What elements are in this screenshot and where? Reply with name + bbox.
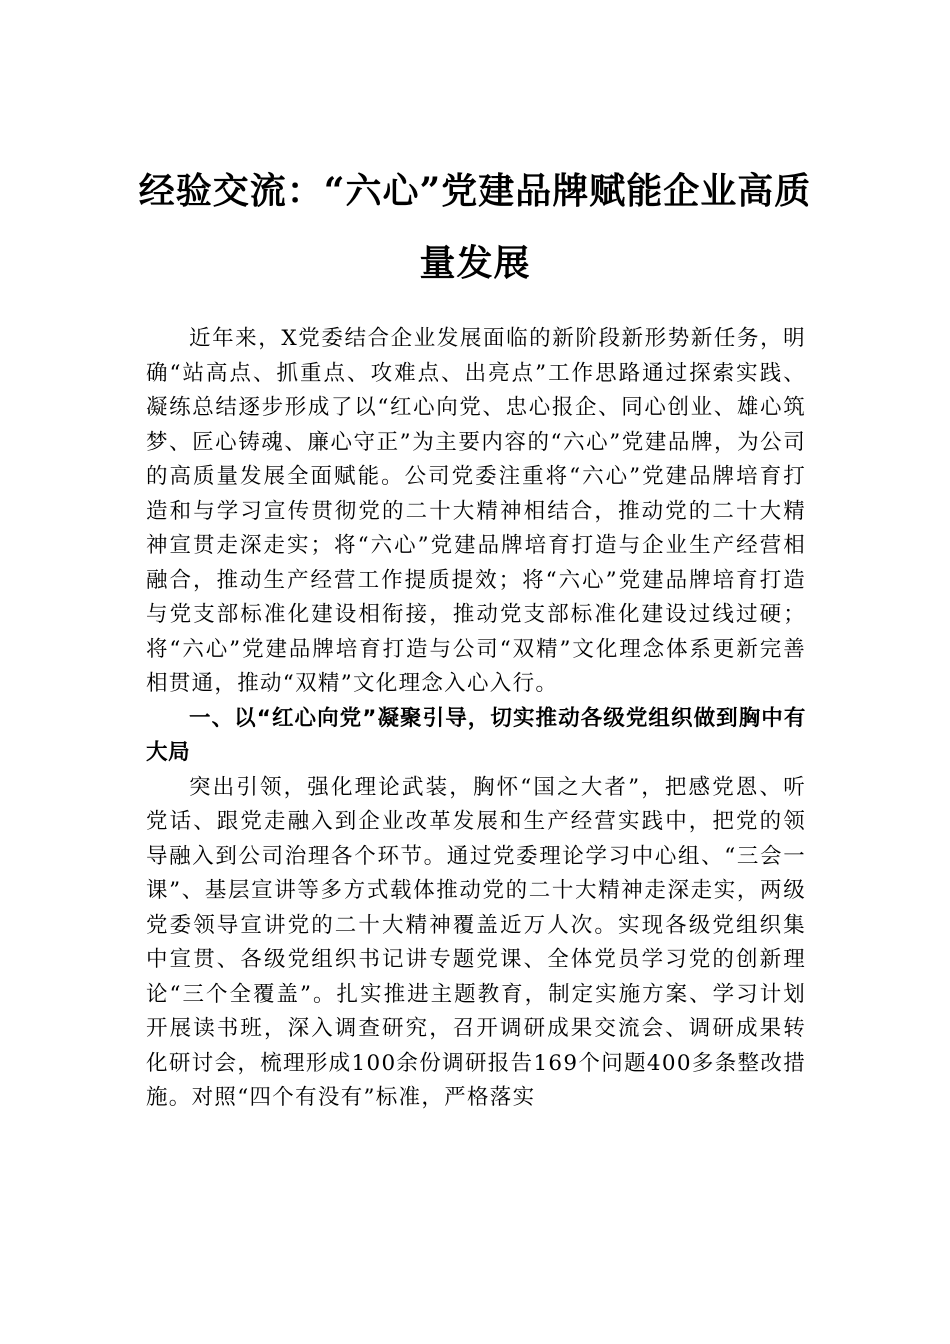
- document-title: 经验交流：“六心”党建品牌赋能企业高质量发展: [138, 170, 812, 284]
- intro-paragraph: 近年来，X党委结合企业发展面临的新阶段新形势新任务，明确“站高点、抓重点、攻难点、出亮点”工作思路通过探索实践、凝练总结逐步形成了以“红心向党、忠心报企、同心创业、雄心筑梦、匠心铸魂、廉心守正”为主要内容的“六心”党建品牌，为公司的高质量发展全面赋能。公司党委注重将“六心”党建品牌培育打造和与学习宣传贯彻党的二十大精神相结合，推动党的二十大精神宣贯走深走实；将“六心”党建品牌培育打造与企业生产经营相融合，推动生产经营工作提质提效；将“六心”党建品牌培育打造与党支部标准化建设相衔接，推动党支部标准化建设过线过硬；将“六心”党建品牌培育打造与公司“双精”文化理念体系更新完善相贯通，推动“双精”文化理念入心入行。: [146, 326, 806, 696]
- section-heading: 一、以“红心向党”凝聚引导，切实推动各级党组织做到胸中有大局: [146, 705, 806, 765]
- section-paragraph: 突出引领，强化理论武装，胸怀“国之大者”，把感党恩、听党话、跟党走融入到企业改革发展和生产经营实践中，把党的领导融入到公司治理各个环节。通过党委理论学习中心组、“三会一课”、基层宣讲等多方式载体推动党的二十大精神走深走实，两级党委领导宣讲党的二十大精神覆盖近万人次。实现各级党组织集中宣贯、各级党组织书记讲专题党课、全体党员学习党的创新理论“三个全覆盖”。扎实推进主题教育，制定实施方案、学习计划开展读书班，深入调查研究，召开调研成果交流会、调研成果转化研讨会，梳理形成100余份调研报告169个问题400多条整改措施。对照“四个有没有”标准，严格落实: [146, 774, 806, 1110]
- document-body: [146, 322, 806, 1116]
